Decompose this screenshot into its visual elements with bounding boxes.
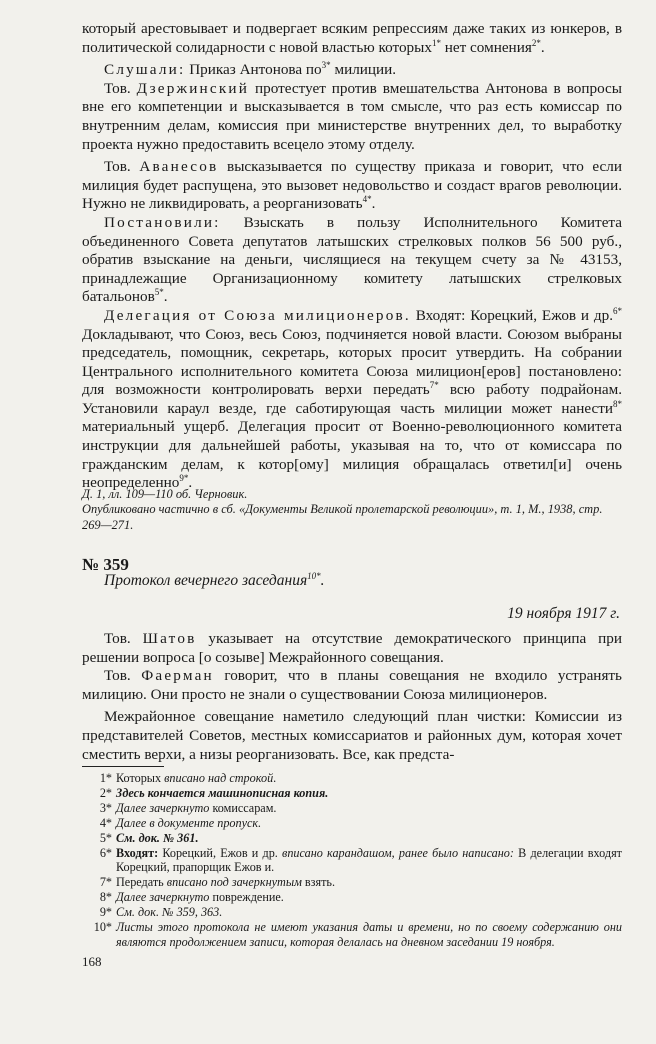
protocol-continuation <box>82 20 622 493</box>
footnote-ref: 4* <box>362 194 372 205</box>
paragraph: Тов. Фаерман говорит, что в планы совещания не входило устранять милицию. Они просто не знали о существовании Союза милиционеров. <box>82 667 622 703</box>
footnote <box>82 786 622 801</box>
speaker-name: Шатов <box>142 630 197 647</box>
footnote-mark: 8* <box>99 890 112 905</box>
footnote <box>82 905 622 920</box>
speaker-name: Аванесов <box>139 158 219 176</box>
footnote-ref: 3* <box>321 60 331 71</box>
footnote-ref: 6* <box>613 305 622 316</box>
footnote-ref: 10* <box>307 571 321 581</box>
speaker-name: Дзержинский <box>136 79 250 97</box>
page-number: 168 <box>82 954 102 969</box>
footnote-mark: 5* <box>99 830 112 845</box>
footnote <box>82 920 622 950</box>
source-line: Опубликовано частично в сб. «Документы Великой пролетарской революции», т. 1, М., 1938, стр. 269—271. <box>82 502 603 532</box>
footnote-ref: 9* <box>179 473 189 484</box>
footnote-mark: 6* <box>99 845 112 860</box>
footnote-mark: 7* <box>99 875 112 890</box>
document-title: Протокол вечернего заседания$^{10*}$. <box>104 571 325 589</box>
paragraph: который арестовывает и подвергает всяким репрессиям даже таких из юнкеров, в политической солидарности с новой властью которых$^{1*}$ нет сомнения$^{2*}$. <box>82 20 622 56</box>
footnote-text: См. док. № 359, 363. <box>116 905 223 920</box>
protocol-text <box>82 630 622 764</box>
footnote-ref: 8* <box>613 398 622 409</box>
footnote-text: Здесь кончается машинописная копия. <box>116 785 329 800</box>
footnote-text: Листы этого протокола не имеют указания даты и времени, но по своему содержанию они являются продолжением записи, которая делалась на дневном заседании 19 ноября. <box>116 920 622 949</box>
footnote-mark: 4* <box>99 815 112 830</box>
footnote <box>82 831 622 846</box>
source-line: Д. 1, лл. 109—110 об. Черновик. <box>82 487 248 501</box>
paragraph: Тов. Дзержинский протестует против вмешательства Антонова в вопросы вне его компетенции и высказывается в том смысле, что раз есть комиссар по внутренним делам, комиссия при министерстве внутренних дел, то выработку проекта нужно предоставить всецело этому отделу. <box>82 79 622 153</box>
footnote-ref: 1* <box>431 37 441 48</box>
document-number: № 359 <box>82 555 129 574</box>
footnote <box>82 875 622 890</box>
footnote <box>82 846 622 876</box>
footnote-ref: 5* <box>154 287 164 298</box>
paragraph: Слушали: Приказ Антонова $по^{3*}$ милиции. <box>104 60 397 79</box>
footnotes <box>82 771 622 950</box>
paragraph: Тов. Аванесов высказывается по существу приказа и говорит, что если милиция будет распущена, это вызовет недовольство и создаст врагов революции. Нужно не ликвидировать, а реорганизовать$^{4*}$. <box>82 158 622 213</box>
footnote <box>82 816 622 831</box>
footnote-mark: 10* <box>93 920 112 935</box>
footnote-mark: 2* <box>99 785 112 800</box>
footnote-text: Которых вписано над строкой. <box>116 771 277 785</box>
footnote-text: Входят: Корецкий, Ежов и др. вписано карандашом, ранее было написано: В делегации входят Корецкий, прапорщик Ежов и. <box>116 845 623 875</box>
footnote-mark: 9* <box>99 905 112 920</box>
footnote-text: Далее зачеркнуто комиссарам. <box>116 800 277 815</box>
footnote <box>82 771 622 786</box>
footnote-ref: 2* <box>531 37 541 48</box>
footnote-mark: 1* <box>99 771 112 785</box>
paragraph: Постановили: Взыскать в пользу Исполнительного Комитета объединенного Совета депутатов латышских стрелковых полков 56 500 руб., обратив взыскание на деньги, числящиеся на текущем счету за № 43153, принадлежащие Организационному комитету латышских стрелковых батальонов$^{5*}$. <box>82 213 622 306</box>
paragraph: Тов. Шатов указывает на отсутствие демократического принципа при решении вопроса [о созыве] Межрайонного совещания. <box>82 630 622 666</box>
document-date: 19 ноября 1917 г. <box>507 605 620 622</box>
archival-source <box>82 487 622 533</box>
paragraph: Межрайонное совещание наметило следующий план чистки: Комиссии из представителей Советов, местных комиссариатов и районных дум, которая хочет сместить верхи, а низы реорганизовать. Все, как предста- <box>82 708 622 763</box>
footnote-text: Далее в документе пропуск. <box>116 815 262 830</box>
footnote-ref: 7* <box>429 380 439 391</box>
footnote-text: См. док. № 361. <box>116 830 199 845</box>
footnote-divider <box>82 766 164 767</box>
footnote-mark: 3* <box>99 800 112 815</box>
footnote-text: Передать вписано под зачеркнутым взять. <box>116 875 336 890</box>
footnote <box>82 801 622 816</box>
speaker-name: Фаерман <box>141 667 214 685</box>
footnote-text: Далее зачеркнуто повреждение. <box>116 890 284 905</box>
footnote <box>82 890 622 905</box>
paragraph: Делегация от Союза милиционеров. Входят: Корецкий, Ежов и др.$^{6*}$ Докладывают, что Союз, весь Союз, подчиняется новой власти. Союзом выбраны председатель, помощник, секретарь, которых просит утвердить. На собрании Центрального исполнительного комитета Союза милицион[еров] постановлено: для возможности контролировать верхи передать$^{7*}$ всю работу подрайонам. Установили караул везде, где саботирующая часть милиции может нанести$^{8*}$ материальный ущерб. Делегация просит от Военно-революционного комитета инструкции для дальнейшей работы, указывая на то, что от комиссара по гражданским делам, к котор[ому] милиция обращалась ответил[и] очень неопределенно$^{9*}$. <box>82 305 623 492</box>
